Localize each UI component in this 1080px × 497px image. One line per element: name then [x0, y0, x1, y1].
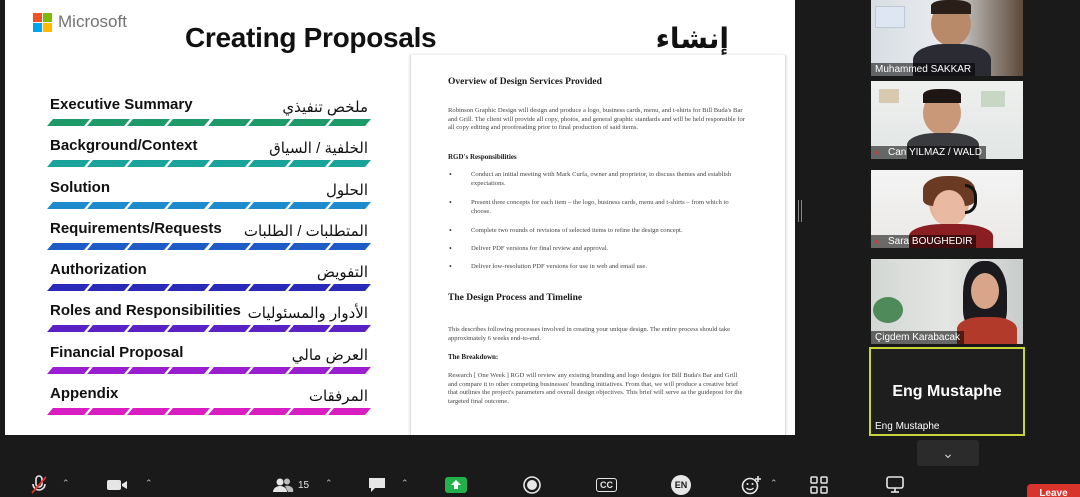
participant-name: Muhammed SAKKAR — [871, 63, 975, 76]
apps-grid-icon — [810, 476, 828, 494]
section-progress-bar — [50, 367, 368, 374]
section-progress-bar — [50, 202, 368, 209]
section-label-english: Appendix — [50, 385, 119, 403]
active-speaker-display-name: Eng Mustaphe — [892, 383, 1002, 400]
smiley-plus-icon — [741, 475, 763, 495]
participant-name: Çigdem Karabacak — [871, 331, 964, 344]
proposal-section-item — [50, 96, 370, 137]
video-options-caret[interactable]: ⌃ — [145, 478, 153, 488]
doc-process-paragraph: This describes following processes involved in creating your unique design. The entire process should take approximately 6 weeks end-to-end. — [448, 326, 731, 342]
section-label-arabic: العرض مالي — [291, 346, 368, 364]
participant-tile[interactable] — [871, 0, 1023, 76]
chevron-segment — [208, 243, 251, 250]
doc-bullet: • Deliver PDF versions for final review and approval. — [471, 245, 741, 254]
chevron-segment — [328, 325, 371, 332]
doc-breakdown-paragraph: Research [ One Week ] RGD will review any existing branding and logo designs for Bill Buda's Bar and Grill and compare it to other competing businesses' branding initiatives. From that, we will produce a creative brief that outlines the project's parameters and overall design objectives. This brief will serve as the guidepost for the targeted final outcome. — [448, 372, 743, 405]
chevron-segment — [127, 119, 170, 126]
microsoft-logo — [33, 12, 127, 32]
chevron-segment — [87, 284, 130, 291]
proposal-sections-list — [50, 96, 370, 426]
participants-options-caret[interactable]: ⌃ — [325, 478, 333, 488]
active-speaker-tile[interactable] — [869, 347, 1025, 436]
chevron-segment — [248, 367, 291, 374]
section-label-english: Background/Context — [50, 137, 198, 155]
share-screen-icon — [445, 477, 467, 493]
chevron-segment — [288, 408, 331, 415]
chevron-segment — [47, 119, 90, 126]
participant-tile[interactable] — [871, 170, 1023, 248]
section-label-arabic: المرفقات — [308, 388, 368, 406]
language-interpretation-button[interactable] — [671, 474, 691, 496]
chevron-segment — [208, 119, 251, 126]
participant-tile[interactable] — [871, 259, 1023, 344]
video-button[interactable] — [106, 474, 128, 496]
section-progress-bar — [50, 284, 368, 291]
chevron-segment — [87, 119, 130, 126]
panel-resize-handle[interactable] — [798, 200, 802, 222]
doc-bullet: • Complete two rounds of revisions of selected items to refine the design concept. — [471, 227, 741, 236]
leave-meeting-button[interactable]: Leave — [1027, 484, 1080, 497]
section-label-arabic: الأدوار والمسئوليات — [247, 305, 368, 323]
share-screen-button[interactable] — [445, 474, 467, 496]
doc-breakdown-title: The Breakdown: — [448, 353, 499, 361]
record-button[interactable] — [522, 474, 542, 496]
chevron-segment — [167, 160, 210, 167]
participants-icon — [272, 477, 294, 493]
chevron-segment — [288, 284, 331, 291]
chevron-segment — [328, 160, 371, 167]
closed-captions-button[interactable] — [596, 474, 617, 496]
microphone-muted-icon — [30, 475, 48, 495]
proposal-section-item — [50, 302, 370, 343]
chevron-segment — [248, 202, 291, 209]
chat-button[interactable] — [367, 474, 387, 496]
video-camera-icon — [106, 478, 128, 492]
section-label-arabic: التفويض — [316, 264, 368, 282]
doc-heading-process: The Design Process and Timeline — [448, 293, 583, 303]
chevron-segment — [167, 119, 210, 126]
chevron-segment — [47, 243, 90, 250]
chevron-segment — [208, 367, 251, 374]
doc-bullet: • Present three concepts for each item – the logo, business cards, menu and t-shirts – from which to choose. — [471, 199, 741, 216]
section-progress-bar — [50, 408, 368, 415]
audio-options-caret[interactable]: ⌃ — [62, 478, 70, 488]
mute-button[interactable] — [30, 474, 48, 496]
chevron-segment — [248, 284, 291, 291]
slide-title-english: Creating Proposals — [185, 22, 437, 53]
reactions-button[interactable] — [741, 474, 763, 496]
chevron-segment — [47, 325, 90, 332]
record-icon — [522, 475, 542, 495]
section-label-english: Executive Summary — [50, 96, 193, 113]
microsoft-logo-icon — [33, 13, 52, 32]
apps-button[interactable] — [810, 474, 828, 496]
chevron-segment — [47, 202, 90, 209]
doc-responsibilities-title: RGD's Responsibilities — [448, 153, 517, 161]
chevron-segment — [208, 408, 251, 415]
participant-name: 🔇︎ Sara BOUGHEDIR — [871, 235, 976, 248]
chevron-segment — [328, 243, 371, 250]
chevron-segment — [47, 160, 90, 167]
participant-tile[interactable] — [871, 81, 1023, 159]
proposal-section-item — [50, 137, 370, 178]
section-label-arabic: المتطلبات / الطلبات — [243, 222, 368, 240]
chevron-segment — [288, 325, 331, 332]
chevron-segment — [127, 243, 170, 250]
section-progress-bar — [50, 160, 368, 167]
chevron-segment — [208, 284, 251, 291]
participants-button[interactable] — [272, 474, 309, 496]
section-progress-bar — [50, 119, 368, 126]
chevron-segment — [167, 367, 210, 374]
section-label-english: Roles and Responsibilities — [50, 302, 241, 320]
doc-heading-overview: Overview of Design Services Provided — [448, 77, 602, 87]
mic-muted-icon: 🔇︎ — [875, 148, 881, 157]
chat-options-caret[interactable]: ⌃ — [401, 478, 409, 488]
chevron-down-icon: ⌄ — [942, 444, 954, 461]
proposal-section-item — [50, 385, 370, 426]
chevron-segment — [248, 325, 291, 332]
chevron-segment — [167, 408, 210, 415]
chevron-segment — [87, 202, 130, 209]
chevron-segment — [167, 243, 210, 250]
whiteboard-button[interactable] — [885, 474, 905, 496]
chevron-segment — [127, 408, 170, 415]
chevron-segment — [328, 408, 371, 415]
proposal-section-item — [50, 261, 370, 302]
chevron-segment — [208, 160, 251, 167]
chevron-segment — [87, 243, 130, 250]
section-label-arabic: الخلفية / السياق — [269, 140, 368, 158]
chevron-segment — [167, 325, 210, 332]
chevron-segment — [288, 160, 331, 167]
chevron-segment — [47, 284, 90, 291]
chevron-segment — [87, 160, 130, 167]
chevron-segment — [328, 119, 371, 126]
mic-muted-icon: 🔇︎ — [875, 237, 881, 246]
cc-icon: CC — [596, 478, 617, 492]
chevron-segment — [328, 367, 371, 374]
participant-name: 🔇︎ Can YILMAZ / WALD — [871, 146, 986, 159]
section-progress-bar — [50, 243, 368, 250]
proposal-document-page — [410, 55, 786, 435]
doc-bullet: • Deliver low-resolution PDF versions for use in web and email use. — [471, 263, 741, 272]
reactions-options-caret[interactable]: ⌃ — [770, 478, 778, 488]
chevron-segment — [87, 325, 130, 332]
chevron-segment — [328, 202, 371, 209]
chevron-segment — [328, 284, 371, 291]
section-label-english: Solution — [50, 178, 110, 196]
chevron-segment — [127, 202, 170, 209]
doc-bullet: • Conduct an initial meeting with Mark Curfa, owner and proprietor, to discuss themes and establish expectations. — [471, 171, 741, 188]
chevron-segment — [208, 325, 251, 332]
slide-title-arabic: إنشاء — [655, 23, 729, 54]
show-more-participants-button[interactable] — [917, 440, 979, 466]
chevron-segment — [47, 367, 90, 374]
whiteboard-icon — [885, 476, 905, 494]
language-icon: EN — [671, 475, 691, 495]
section-progress-bar — [50, 325, 368, 332]
chevron-segment — [167, 202, 210, 209]
chevron-segment — [288, 243, 331, 250]
section-label-arabic: الحلول — [325, 181, 368, 199]
chat-bubble-icon — [367, 476, 387, 494]
chevron-segment — [127, 325, 170, 332]
chevron-segment — [208, 202, 251, 209]
chevron-segment — [288, 367, 331, 374]
participants-count: 15 — [298, 479, 310, 491]
proposal-section-item — [50, 344, 370, 385]
chevron-segment — [127, 367, 170, 374]
section-label-english: Financial Proposal — [50, 343, 184, 361]
chevron-segment — [248, 243, 291, 250]
chevron-segment — [47, 408, 90, 415]
chevron-segment — [87, 408, 130, 415]
chevron-segment — [87, 367, 130, 374]
doc-intro-paragraph: Robinson Graphic Design will design and produce a logo, business cards, menu, and t-shirts for Bill Buda's Bar and Grill. The client will provide all copy, photos, and general graphic standards and will be held responsible for all copy editing and proofreading prior to final production of said items. — [448, 107, 746, 132]
chevron-segment — [248, 119, 291, 126]
chevron-segment — [288, 202, 331, 209]
chevron-segment — [248, 408, 291, 415]
chevron-segment — [127, 284, 170, 291]
chevron-segment — [167, 284, 210, 291]
section-label-english: Requirements/Requests — [50, 219, 222, 237]
brand-name: Microsoft — [58, 12, 127, 31]
section-label-arabic: ملخص تنفيذي — [282, 99, 368, 116]
meeting-toolbar — [0, 470, 1080, 497]
section-label-english: Authorization — [50, 261, 147, 279]
chevron-segment — [127, 160, 170, 167]
proposal-section-item — [50, 179, 370, 220]
participant-name: Eng Mustaphe — [875, 421, 940, 432]
chevron-segment — [288, 119, 331, 126]
proposal-section-item — [50, 220, 370, 261]
chevron-segment — [248, 160, 291, 167]
